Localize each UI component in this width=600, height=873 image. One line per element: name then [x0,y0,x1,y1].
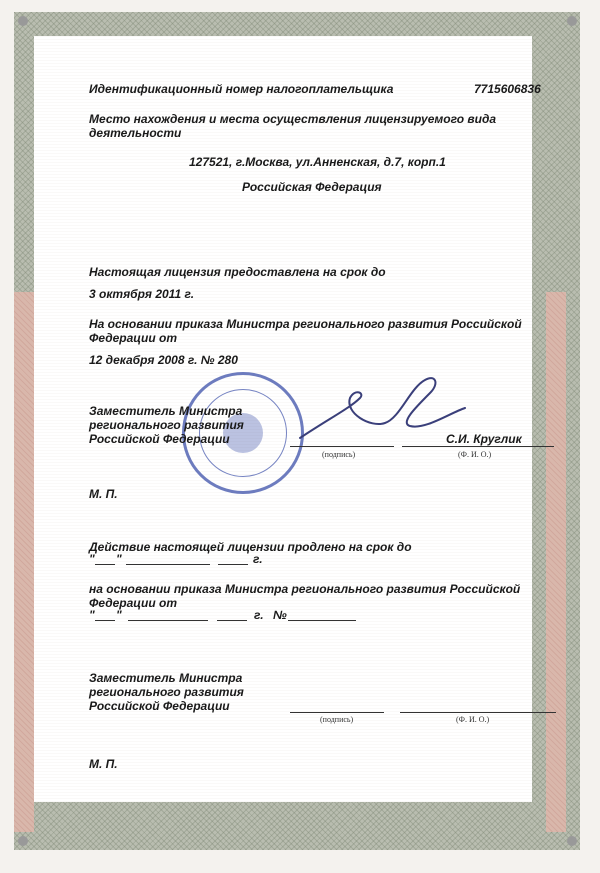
basis-line1: На основании приказа Министра регионального развития Российской [89,317,522,331]
corner-mark [18,836,28,846]
seal-place-mark: М. П. [89,487,118,501]
quote-open: " [89,608,95,622]
extension-label: Действие настоящей лицензии продлено на срок до [89,540,412,554]
year-suffix: г. [253,552,263,566]
seal-place-mark: М. П. [89,757,118,771]
month-blank [128,620,208,621]
signatory-line2: регионального развития [89,418,244,432]
day-blank [95,620,115,621]
month-blank [126,564,210,565]
year-suffix: г. [254,608,264,622]
number-label: № [273,608,287,622]
quote-close: " [116,552,122,566]
location-label-line1: Место нахождения и места осуществления лицензируемого вида [89,112,497,126]
taxpayer-id-label: Идентификационный номер налогоплательщика [89,82,394,96]
location-label-line2: деятельности [89,126,182,140]
signatory-name: С.И. Круглик [446,432,522,446]
border-band-right [546,292,566,832]
quote-open: " [89,552,95,566]
basis-line2: Федерации от [89,331,178,345]
corner-mark [567,16,577,26]
signature-caption: (подпись) [322,450,356,459]
taxpayer-id-value: 7715606836 [474,82,541,96]
name-line [402,446,554,447]
corner-mark [18,16,28,26]
signature-caption: (подпись) [320,715,354,724]
basis2-line1: на основании приказа Министра регионального развития Российской [89,582,521,596]
corner-mark [567,836,577,846]
signature-line [290,712,384,713]
signatory2-line2: регионального развития [89,685,244,699]
signature [290,368,470,458]
name-caption: (Ф. И. О.) [458,450,492,459]
quote-close: " [116,608,122,622]
term-date: 3 октября 2011 г. [89,287,195,301]
signature-line [290,446,394,447]
basis2-line2: Федерации от [89,596,178,610]
day-blank [95,564,115,565]
year-blank [217,620,247,621]
address: 127521, г.Москва, ул.Анненская, д.7, корп.1 [189,155,446,169]
name-line [400,712,556,713]
term-label: Настоящая лицензия предоставлена на срок до [89,265,386,279]
signatory-line3: Российской Федерации [89,432,230,446]
signatory-line1: Заместитель Министра [89,404,243,418]
number-blank [288,620,356,621]
signatory2-line3: Российской Федерации [89,699,230,713]
name-caption: (Ф. И. О.) [456,715,490,724]
signatory2-line1: Заместитель Министра [89,671,243,685]
year-blank [218,564,248,565]
basis-date: 12 декабря 2008 г. № 280 [89,353,238,367]
border-band-left [14,292,34,832]
country: Российская Федерация [242,180,382,194]
